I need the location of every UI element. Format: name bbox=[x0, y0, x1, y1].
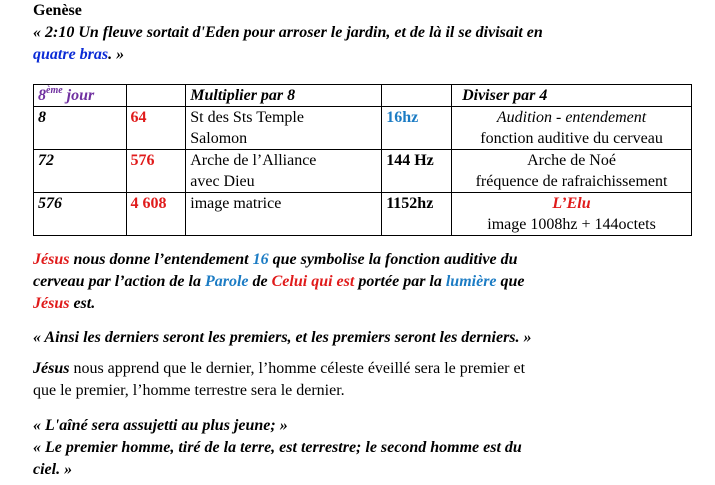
number-16: 16 bbox=[252, 251, 269, 268]
quote-genesis-close: . » bbox=[108, 46, 125, 63]
paragraph-entendement bbox=[33, 249, 525, 315]
name-jesus: Jésus bbox=[33, 295, 70, 312]
cell-divide-line1: L’Elu bbox=[552, 195, 591, 212]
cell-divide-line1: Arche de Noé bbox=[527, 152, 616, 169]
text-span: que symbolise la fonction auditive du bbox=[268, 251, 518, 268]
cell-multiply-label bbox=[186, 150, 382, 193]
header-day-num: 8 bbox=[38, 87, 46, 104]
header-divide: Diviser par 4 bbox=[452, 85, 692, 107]
word-celui-qui-est: Celui qui est bbox=[271, 273, 355, 290]
header-multiply: Multiplier par 8 bbox=[186, 85, 382, 107]
cell-multiply-line2: avec Dieu bbox=[190, 173, 255, 190]
table-row bbox=[34, 150, 692, 193]
name-jesus: Jésus bbox=[33, 360, 70, 377]
quote-block-final bbox=[33, 415, 522, 481]
paragraph-entendement-line2 bbox=[33, 271, 525, 293]
quote-genesis-highlight: quatre bras bbox=[33, 46, 109, 63]
cell-multiply-line2: Salomon bbox=[190, 130, 248, 147]
word-lumiere: lumière bbox=[445, 273, 497, 290]
intro-block bbox=[33, 0, 543, 66]
quote-derniers: « Ainsi les derniers seront les premiers, et les premiers seront les derniers. » bbox=[33, 329, 532, 346]
paragraph-entendement-line1 bbox=[33, 249, 525, 271]
table-row bbox=[34, 107, 692, 150]
quote-genesis bbox=[33, 22, 543, 44]
cell-day: 576 bbox=[34, 193, 127, 236]
cell-divide-label bbox=[452, 107, 692, 150]
cell-divide-line2: fonction auditive du cerveau bbox=[480, 130, 663, 147]
word-parole: Parole bbox=[204, 273, 249, 290]
text-span: nous apprend que le dernier, l’homme céleste éveillé sera le premier et bbox=[69, 360, 526, 377]
text-span: de bbox=[248, 273, 272, 290]
text-span: est. bbox=[69, 295, 96, 312]
cell-multiply-line1: image matrice bbox=[190, 195, 282, 212]
cell-multiply-line1: St des Sts Temple bbox=[190, 109, 304, 126]
paragraph-dernier-line1 bbox=[33, 358, 525, 380]
header-day-word: jour bbox=[62, 87, 95, 104]
heading: Genèse bbox=[33, 2, 82, 19]
paragraph-dernier-line2: que le premier, l’homme terrestre sera le dernier. bbox=[33, 382, 345, 399]
quote-genesis-text: « 2:10 Un fleuve sortait d'Eden pour arroser le jardin, et de là il se divisait en bbox=[33, 24, 543, 41]
header-empty-cell-2 bbox=[382, 85, 452, 107]
cell-multiply-line1: Arche de l’Alliance bbox=[190, 152, 317, 169]
cell-product: 64 bbox=[126, 107, 186, 150]
cell-frequency: 16hz bbox=[382, 107, 452, 150]
quote-aine: « L'aîné sera assujetti au plus jeune; » bbox=[33, 417, 288, 434]
cell-divide-line2: image 1008hz + 144octets bbox=[487, 216, 656, 233]
cell-product: 576 bbox=[126, 150, 186, 193]
cell-divide-label bbox=[452, 150, 692, 193]
header-empty-cell bbox=[126, 85, 186, 107]
table-header-row bbox=[34, 85, 692, 107]
cell-divide-line1: Audition - entendement bbox=[496, 109, 647, 126]
cell-divide-label bbox=[452, 193, 692, 236]
frequency-table bbox=[33, 84, 692, 236]
name-jesus: Jésus bbox=[33, 251, 70, 268]
table-row bbox=[34, 193, 692, 236]
text-span: nous donne l’entendement bbox=[69, 251, 253, 268]
quote-premier-homme: « Le premier homme, tiré de la terre, est terrestre; le second homme est du bbox=[33, 439, 522, 456]
paragraph-dernier bbox=[33, 358, 525, 402]
paragraph-entendement-line3 bbox=[33, 293, 525, 315]
cell-product: 4 608 bbox=[126, 193, 186, 236]
cell-day: 72 bbox=[34, 150, 127, 193]
cell-frequency: 144 Hz bbox=[382, 150, 452, 193]
text-span: que bbox=[496, 273, 525, 290]
cell-day: 8 bbox=[34, 107, 127, 150]
text-span: portée par la bbox=[354, 273, 446, 290]
header-day bbox=[34, 85, 127, 107]
cell-frequency: 1152hz bbox=[382, 193, 452, 236]
header-day-sup: ème bbox=[46, 85, 63, 96]
cell-divide-line2: fréquence de rafraichissement bbox=[475, 173, 668, 190]
text-span: cerveau par l’action de la bbox=[33, 273, 205, 290]
quote-genesis-end bbox=[33, 44, 543, 66]
cell-multiply-label bbox=[186, 193, 382, 236]
cell-multiply-label bbox=[186, 107, 382, 150]
quote-premier-homme-end: ciel. » bbox=[33, 461, 73, 478]
